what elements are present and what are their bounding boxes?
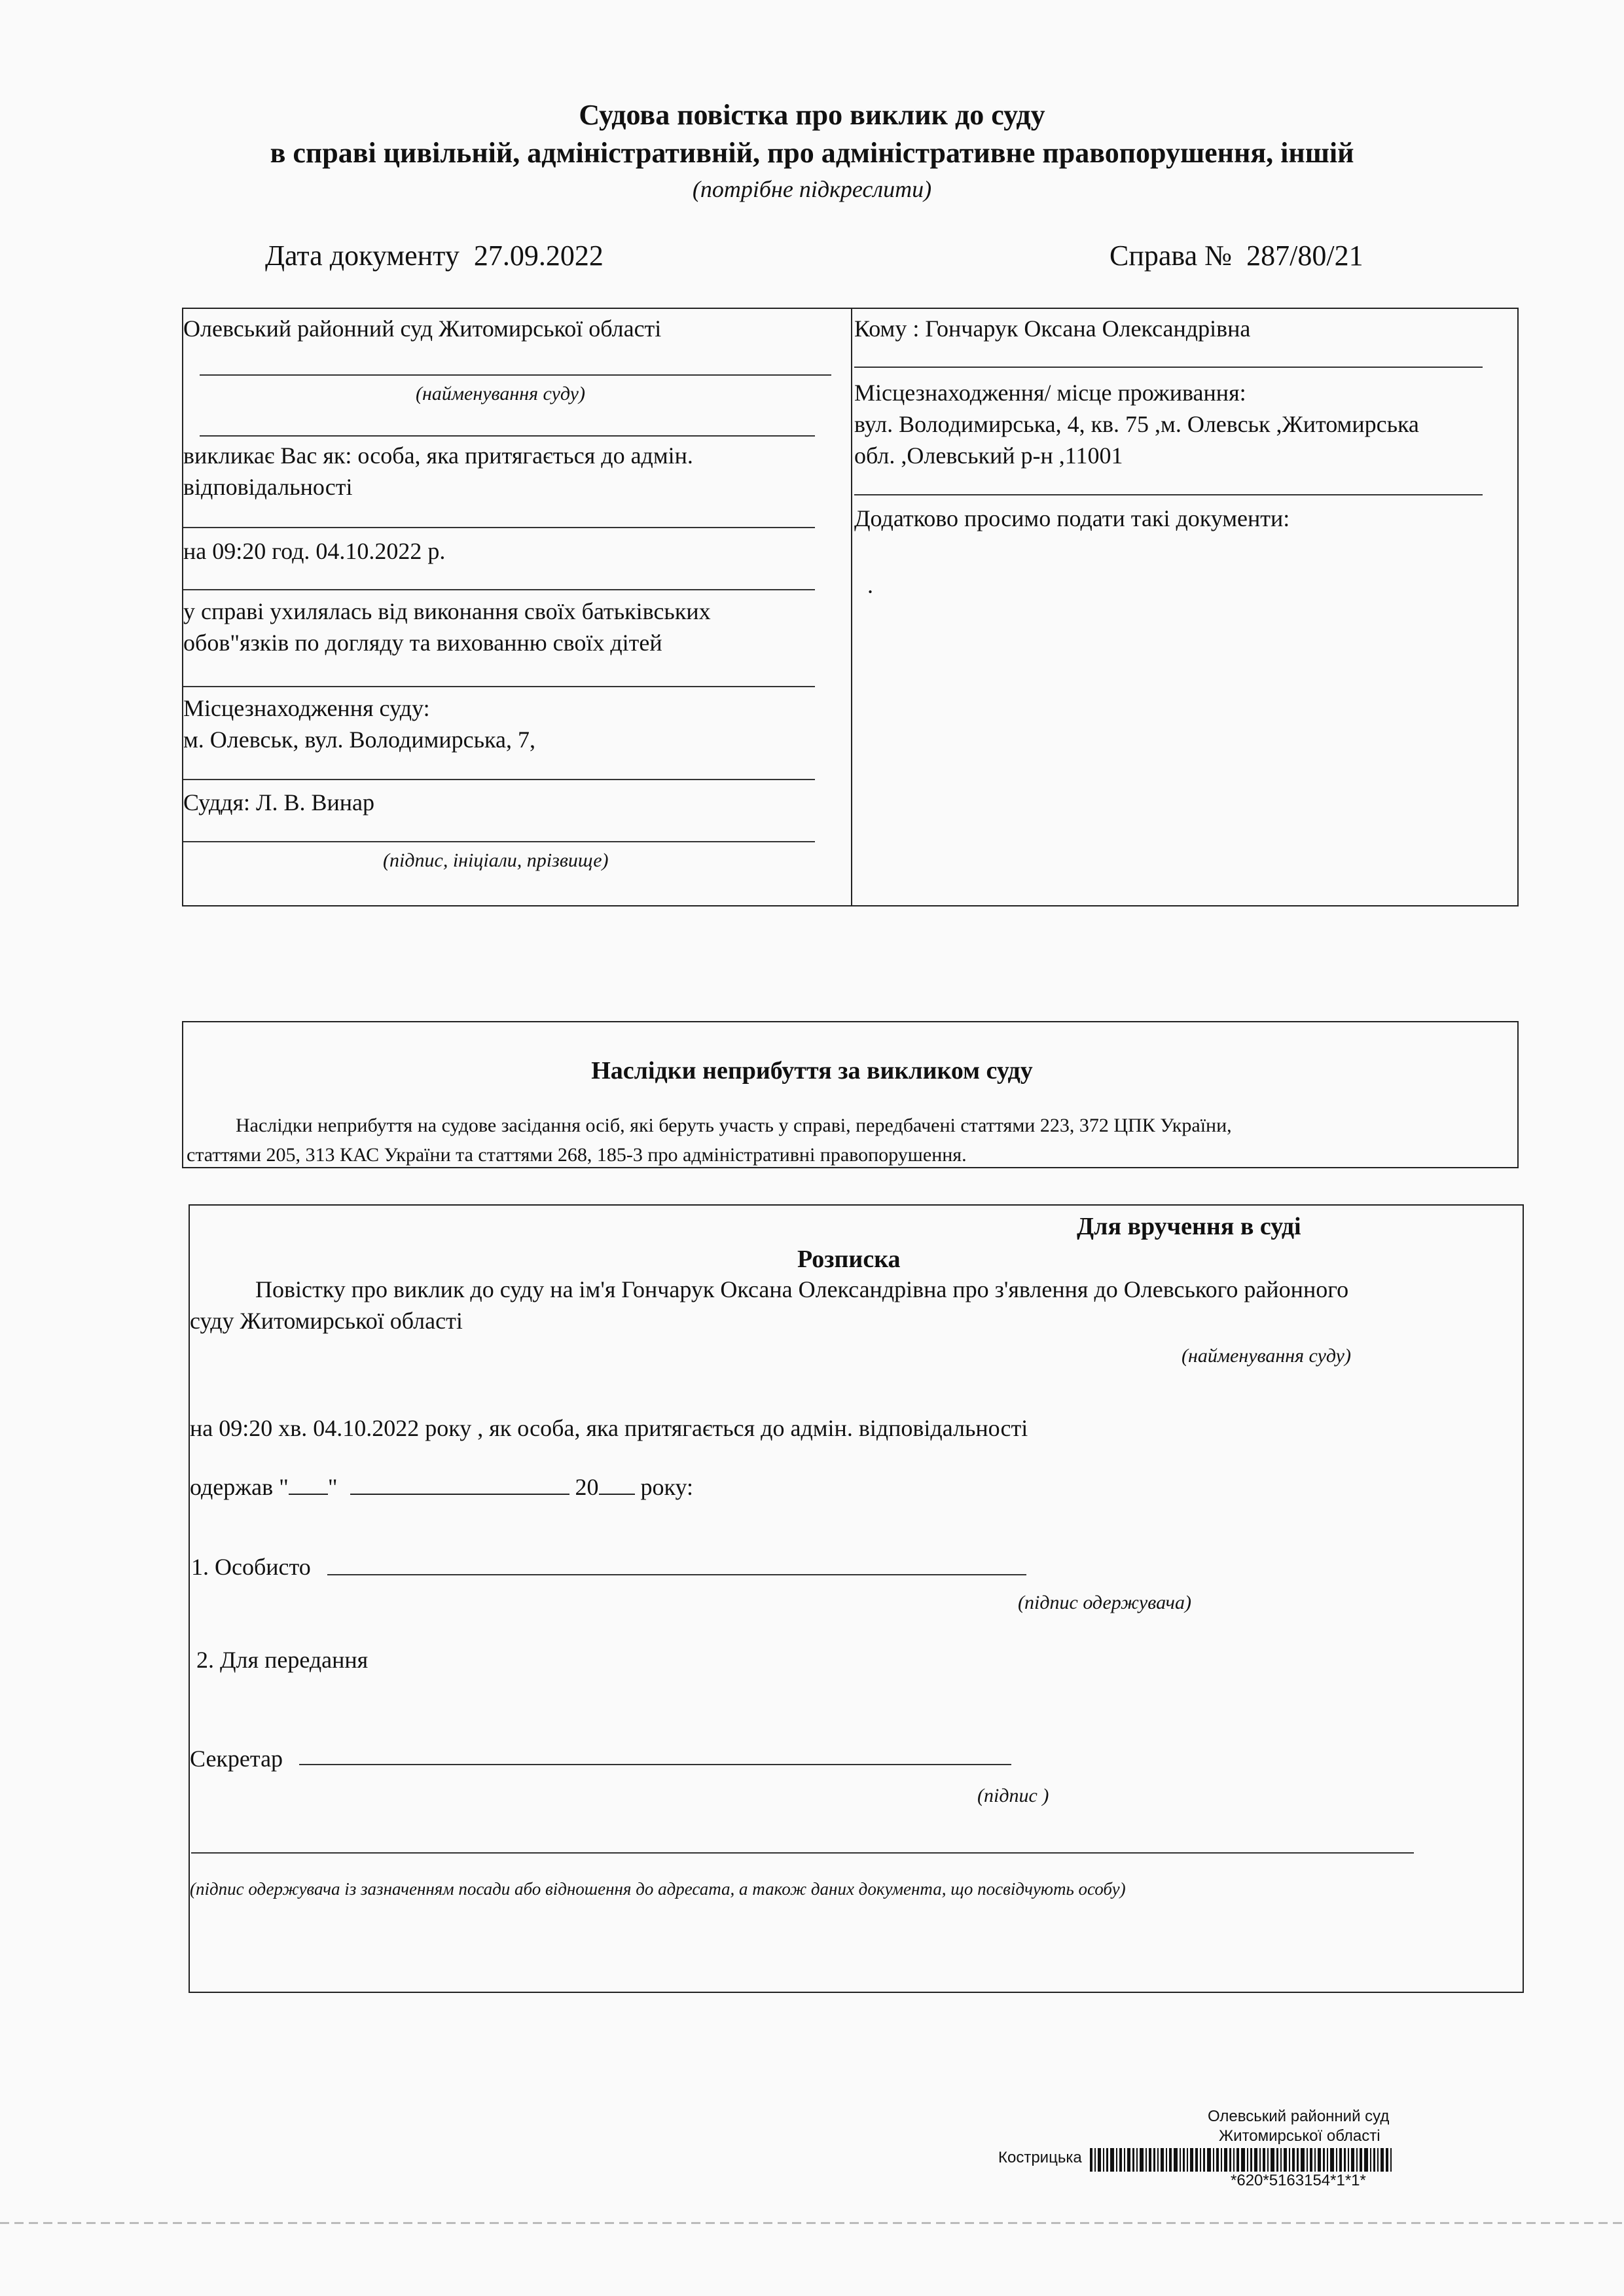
divider bbox=[183, 589, 815, 590]
day-blank[interactable] bbox=[289, 1494, 328, 1495]
court-location-label: Місцезнаходження суду: bbox=[183, 695, 430, 721]
personal-receipt-label: 1. Особисто bbox=[191, 1554, 311, 1580]
stamp-line1: Олевський районний суд bbox=[1208, 2108, 1390, 2125]
address-label: Місцезнаходження/ місце проживання: bbox=[854, 380, 1246, 406]
received-year: 20 bbox=[575, 1474, 599, 1500]
month-blank[interactable] bbox=[350, 1494, 569, 1495]
recipient-signature-caption: (підпис одержувача) bbox=[1018, 1592, 1191, 1613]
court-name-line bbox=[200, 374, 831, 376]
consequences-line1: Наслідки неприбуття на судове засідання осіб, які беруть участь у справі, передбачені статтями 223, 372 ЦПК України, bbox=[236, 1115, 1232, 1136]
consequences-line2: статтями 205, 313 КАС України та статтями 268, 185-3 про адміністративні правопорушення. bbox=[187, 1144, 967, 1166]
divider bbox=[854, 494, 1483, 495]
document-date bbox=[265, 239, 604, 272]
hearing-time: на 09:20 год. 04.10.2022 р. bbox=[183, 538, 446, 564]
divider bbox=[183, 779, 815, 780]
case-value: 287/80/21 bbox=[1246, 240, 1363, 272]
summons-role-line2: відповідальності bbox=[183, 474, 353, 500]
receipt-court-caption: (найменування суду) bbox=[1182, 1345, 1351, 1367]
barcode bbox=[1090, 2148, 1394, 2172]
bottom-caption: (підпис одержувача із зазначенням посади або відношення до адресата, а також даних документа, що посвідчують особу) bbox=[190, 1879, 1126, 1899]
receipt-title: Розписка bbox=[797, 1246, 901, 1273]
date-label: Дата документу bbox=[265, 240, 460, 272]
for-court-delivery: Для вручення в суді bbox=[1077, 1213, 1301, 1240]
received-prefix: одержав " bbox=[190, 1474, 289, 1500]
recipient-details-field[interactable] bbox=[191, 1852, 1414, 1854]
documents-value: . bbox=[867, 572, 873, 598]
case-subject-line2: обов"язків по догляду та вихованню своїх дітей bbox=[183, 630, 662, 656]
receipt-text-line2: суду Житомирської області bbox=[190, 1308, 463, 1334]
recipient-name: Кому : Гончарук Оксана Олександрівна bbox=[854, 315, 1251, 342]
clerk-name: Кострицька bbox=[998, 2149, 1082, 2166]
case-subject-line1: у справі ухилялась від виконання своїх батьківських bbox=[183, 598, 711, 624]
column-divider bbox=[851, 308, 852, 906]
secretary-signature-field[interactable] bbox=[299, 1764, 1011, 1765]
address-line1: вул. Володимирська, 4, кв. 75 ,м. Олевськ ,Житомирська bbox=[854, 411, 1419, 437]
barcode-text: *620*5163154*1*1* bbox=[1231, 2172, 1366, 2189]
case-number bbox=[1110, 239, 1363, 272]
stamp-line2: Житомирської області bbox=[1219, 2127, 1380, 2145]
signature-line bbox=[183, 841, 815, 842]
document-subtitle: в справі цивільній, адміністративній, про адміністративне правопорушення, іншій bbox=[270, 137, 1354, 169]
document-title: Судова повістка про виклик до суду bbox=[579, 99, 1045, 131]
divider bbox=[183, 527, 815, 528]
receipt-text-line1: Повістку про виклик до суду на ім'я Гончарук Оксана Олександрівна про з'явлення до Олевського районного bbox=[255, 1276, 1349, 1302]
address-line2: обл. ,Олевський р-н ,11001 bbox=[854, 442, 1123, 469]
received-mid: " bbox=[327, 1474, 338, 1500]
year-blank[interactable] bbox=[599, 1494, 635, 1495]
divider bbox=[854, 367, 1483, 368]
case-label: Справа № bbox=[1110, 240, 1233, 272]
court-caption: (найменування суду) bbox=[416, 383, 585, 404]
received-date-line bbox=[190, 1471, 693, 1503]
judge-caption: (підпис, ініціали, прізвище) bbox=[383, 850, 609, 871]
scan-artifact-line bbox=[0, 2222, 1624, 2224]
receipt-time: на 09:20 хв. 04.10.2022 року , як особа, яка притягається до адмін. відповідальності bbox=[190, 1415, 1028, 1441]
transfer-label: 2. Для передання bbox=[196, 1647, 369, 1673]
underline-note: (потрібне підкреслити) bbox=[692, 176, 932, 202]
divider bbox=[183, 686, 815, 687]
summons-role-line1: викликає Вас як: особа, яка притягається до адмін. bbox=[183, 442, 693, 469]
consequences-title: Наслідки неприбуття за викликом суду bbox=[591, 1057, 1033, 1085]
recipient-signature-field[interactable] bbox=[327, 1574, 1026, 1575]
court-location-value: м. Олевськ, вул. Володимирська, 7, bbox=[183, 726, 535, 753]
judge-name: Суддя: Л. В. Винар bbox=[183, 789, 374, 816]
date-value: 27.09.2022 bbox=[473, 240, 604, 272]
divider bbox=[200, 435, 815, 437]
received-suffix: року: bbox=[640, 1474, 694, 1500]
documents-label: Додатково просимо подати такі документи: bbox=[854, 505, 1290, 531]
secretary-signature-caption: (підпис ) bbox=[977, 1785, 1049, 1806]
secretary-label: Секретар bbox=[190, 1746, 283, 1772]
court-name: Олевський районний суд Житомирської області bbox=[183, 315, 662, 342]
